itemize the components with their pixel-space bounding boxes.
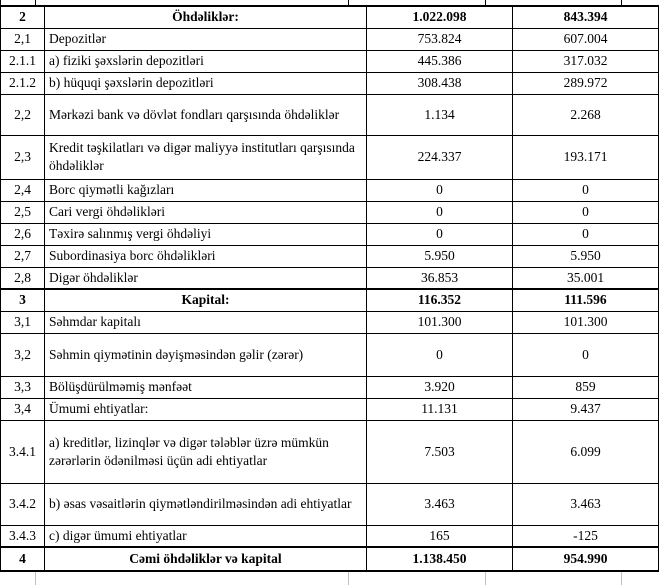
- table-row: [1, 223, 659, 245]
- row-value-current: 165: [367, 525, 513, 547]
- row-number: 4: [1, 547, 45, 571]
- table-border-stub: [348, 572, 349, 585]
- table-row: [1, 201, 659, 223]
- table-row: [1, 28, 659, 50]
- row-number: 2,7: [1, 245, 45, 267]
- row-value-prior: 193.171: [513, 135, 659, 179]
- table-row: [1, 50, 659, 72]
- row-number: 2,1: [1, 28, 45, 50]
- row-label: Cəmi öhdəliklər və kapital: [45, 547, 367, 571]
- table-border-stub: [485, 0, 486, 5]
- row-value-current: 1.022.098: [367, 6, 513, 28]
- row-value-current: 116.352: [367, 289, 513, 311]
- row-value-current: 5.950: [367, 245, 513, 267]
- row-label: Səhmdar kapitalı: [45, 311, 367, 333]
- row-label: Mərkəzi bank və dövlət fondları qarşısında öhdəliklər: [45, 94, 367, 135]
- row-value-current: 11.131: [367, 398, 513, 420]
- row-value-current: 445.386: [367, 50, 513, 72]
- row-number: 3.4.1: [1, 420, 45, 483]
- row-value-current: 3.920: [367, 376, 513, 398]
- table-border-stub: [348, 0, 349, 5]
- row-label: Digər öhdəliklər: [45, 267, 367, 289]
- row-value-current: 1.138.450: [367, 547, 513, 571]
- row-value-current: 36.853: [367, 267, 513, 289]
- row-label: a) fiziki şəxslərin depozitləri: [45, 50, 367, 72]
- row-value-current: 753.824: [367, 28, 513, 50]
- table-border-stub: [485, 572, 486, 585]
- row-value-prior: 35.001: [513, 267, 659, 289]
- table-row: [1, 267, 659, 289]
- row-value-current: 7.503: [367, 420, 513, 483]
- row-value-prior: 111.596: [513, 289, 659, 311]
- row-label: Kredit təşkilatları və digər maliyyə institutları qarşısında öhdəliklər: [45, 135, 367, 179]
- row-label: Subordinasiya borc öhdəlikləri: [45, 245, 367, 267]
- table-row: [1, 94, 659, 135]
- row-label: Səhmin qiymətinin dəyişməsindən gəlir (zərər): [45, 333, 367, 376]
- row-label: Kapital:: [45, 289, 367, 311]
- row-value-prior: 0: [513, 201, 659, 223]
- row-value-prior: 6.099: [513, 420, 659, 483]
- row-value-prior: 2.268: [513, 94, 659, 135]
- row-number: 3: [1, 289, 45, 311]
- row-label: Cari vergi öhdəlikləri: [45, 201, 367, 223]
- row-value-prior: 954.990: [513, 547, 659, 571]
- table-row-liabilities-total: [1, 6, 659, 28]
- row-label: Bölüşdürülməmiş mənfəət: [45, 376, 367, 398]
- row-value-prior: 101.300: [513, 311, 659, 333]
- row-label: b) hüquqi şəxslərin depozitləri: [45, 72, 367, 94]
- row-value-prior: 607.004: [513, 28, 659, 50]
- row-number: 3,1: [1, 311, 45, 333]
- table-row: [1, 333, 659, 376]
- row-number: 3,3: [1, 376, 45, 398]
- table-row: [1, 72, 659, 94]
- table-border-stub: [621, 0, 622, 5]
- row-value-current: 101.300: [367, 311, 513, 333]
- row-number: 3.4.2: [1, 483, 45, 525]
- row-number: 2,6: [1, 223, 45, 245]
- row-number: 2,4: [1, 179, 45, 201]
- row-label: Depozitlər: [45, 28, 367, 50]
- clipped-text-fragment: [36, 0, 44, 1]
- financial-table: [0, 5, 659, 572]
- row-value-current: 0: [367, 179, 513, 201]
- row-value-current: 308.438: [367, 72, 513, 94]
- row-value-prior: 5.950: [513, 245, 659, 267]
- cut-off-previous-row: [0, 0, 628, 5]
- row-value-prior: 0: [513, 179, 659, 201]
- row-value-current: 0: [367, 333, 513, 376]
- row-number: 2,3: [1, 135, 45, 179]
- row-value-prior: 289.972: [513, 72, 659, 94]
- row-value-current: 0: [367, 223, 513, 245]
- row-value-prior: 9.437: [513, 398, 659, 420]
- row-value-prior: -125: [513, 525, 659, 547]
- row-label: a) kreditlər, lizinqlər və digər tələblər üzrə mümkün zərərlərin ödənilməsi üçün adi ehtiyatlar: [45, 420, 367, 483]
- row-number: 3.4.3: [1, 525, 45, 547]
- row-value-prior: 3.463: [513, 483, 659, 525]
- table-row: [1, 135, 659, 179]
- row-label: Öhdəliklər:: [45, 6, 367, 28]
- row-label: b) əsas vəsaitlərin qiymətləndirilməsindən adi ehtiyatlar: [45, 483, 367, 525]
- row-value-prior: 317.032: [513, 50, 659, 72]
- row-value-current: 3.463: [367, 483, 513, 525]
- cut-off-next-row: [0, 572, 628, 585]
- table-border-stub: [35, 572, 36, 585]
- table-row: [1, 420, 659, 483]
- table-border-stub: [0, 0, 1, 5]
- table-border-stub: [621, 572, 622, 585]
- row-value-prior: 859: [513, 376, 659, 398]
- row-label: Təxirə salınmış vergi öhdəliyi: [45, 223, 367, 245]
- table-row: [1, 525, 659, 547]
- row-label: c) digər ümumi ehtiyatlar: [45, 525, 367, 547]
- row-value-prior: 0: [513, 333, 659, 376]
- row-number: 2,2: [1, 94, 45, 135]
- row-number: 2.1.2: [1, 72, 45, 94]
- table-row-grand-total: [1, 547, 659, 571]
- row-number: 3,2: [1, 333, 45, 376]
- table-row: [1, 398, 659, 420]
- table-row: [1, 245, 659, 267]
- row-number: 2,8: [1, 267, 45, 289]
- table-row: [1, 376, 659, 398]
- table-row-capital-total: [1, 289, 659, 311]
- row-value-current: 224.337: [367, 135, 513, 179]
- row-number: 2.1.1: [1, 50, 45, 72]
- table-row: [1, 483, 659, 525]
- table-row: [1, 311, 659, 333]
- row-value-prior: 0: [513, 223, 659, 245]
- row-number: 3,4: [1, 398, 45, 420]
- row-label: Ümumi ehtiyatlar:: [45, 398, 367, 420]
- row-value-current: 1.134: [367, 94, 513, 135]
- row-value-prior: 843.394: [513, 6, 659, 28]
- row-label: Borc qiymətli kağızları: [45, 179, 367, 201]
- row-number: 2: [1, 6, 45, 28]
- row-number: 2,5: [1, 201, 45, 223]
- row-value-current: 0: [367, 201, 513, 223]
- table-row: [1, 179, 659, 201]
